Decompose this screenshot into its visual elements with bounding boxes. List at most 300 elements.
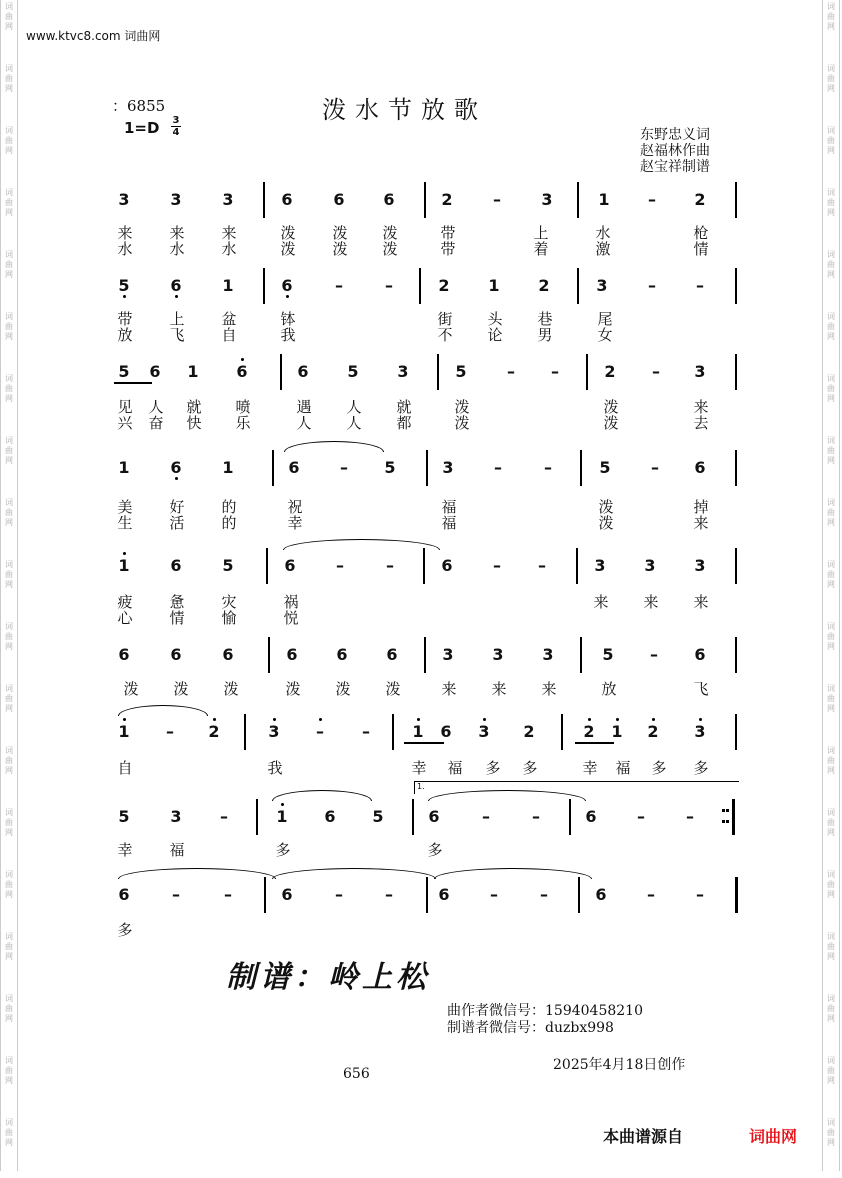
brand-link[interactable]: 词曲网 bbox=[749, 1127, 798, 1146]
note: 6 bbox=[386, 645, 398, 664]
note: 6 bbox=[694, 645, 706, 664]
note: 3 bbox=[541, 190, 553, 209]
note: – bbox=[507, 362, 515, 381]
bar-line bbox=[392, 714, 394, 750]
watermark-mark: 词 曲 网 bbox=[5, 684, 13, 713]
site-url[interactable]: www.ktvc8.com 词曲网 bbox=[26, 29, 161, 43]
lyric-verse-1: 自 bbox=[117, 759, 133, 777]
note: 3 bbox=[222, 190, 234, 209]
note: 6 bbox=[222, 645, 234, 664]
credits bbox=[640, 127, 710, 175]
note: 6 bbox=[324, 807, 336, 826]
note: – bbox=[493, 190, 501, 209]
lyric-verse-2: 来 bbox=[693, 514, 709, 532]
note: 1 bbox=[598, 190, 610, 209]
note: – bbox=[340, 458, 348, 477]
reference-number: ：6855 bbox=[112, 97, 166, 115]
note: 2 bbox=[604, 362, 616, 381]
note: 3 bbox=[694, 556, 706, 575]
watermark-mark: 词 曲 网 bbox=[5, 932, 13, 961]
bar-line bbox=[437, 354, 439, 390]
bar-line bbox=[256, 799, 258, 835]
note: 1 bbox=[114, 722, 134, 741]
note: 6 bbox=[694, 458, 706, 477]
lyric-verse-1: 福 bbox=[441, 498, 457, 516]
note: 3 bbox=[694, 362, 706, 381]
transcriber-wechat: 制谱者微信号：duzbx998 bbox=[447, 1020, 614, 1036]
note: 5 bbox=[114, 276, 134, 295]
note: 1 bbox=[114, 556, 134, 575]
note: 6 bbox=[170, 645, 182, 664]
bar-line bbox=[272, 450, 274, 486]
lyric-verse-2: 着 bbox=[533, 240, 549, 258]
note: 3 bbox=[118, 190, 130, 209]
note: 3 bbox=[264, 722, 284, 741]
watermark-mark: 词 曲 网 bbox=[827, 1056, 835, 1085]
bar-line bbox=[426, 877, 428, 913]
watermark-mark: 词 曲 网 bbox=[5, 188, 13, 217]
note: 6 bbox=[297, 362, 309, 381]
lyric-verse-1: 幸 bbox=[411, 759, 427, 777]
watermark-mark: 词 曲 网 bbox=[827, 436, 835, 465]
lyric-verse-2: 泼 bbox=[603, 414, 619, 432]
watermark-mark: 词 曲 网 bbox=[5, 126, 13, 155]
watermark-mark: 词 曲 网 bbox=[827, 870, 835, 899]
watermark-mark: 词 曲 网 bbox=[827, 312, 835, 341]
lyric-verse-1: 飞 bbox=[693, 680, 709, 698]
lyric-verse-1: 遇 bbox=[296, 398, 312, 416]
note: – bbox=[385, 276, 393, 295]
lyric-verse-1: 就 bbox=[396, 398, 412, 416]
slur bbox=[284, 441, 384, 452]
lyric-verse-2: 泼 bbox=[454, 414, 470, 432]
lyric-verse-2: 情 bbox=[169, 609, 185, 627]
note: 5 bbox=[118, 807, 130, 826]
note: 6 bbox=[440, 722, 452, 741]
watermark-mark: 词 曲 网 bbox=[5, 312, 13, 341]
lyric-verse-2: 泼 bbox=[598, 514, 614, 532]
bar-line bbox=[412, 799, 414, 835]
note: – bbox=[540, 885, 548, 904]
lyric-verse-1: 人 bbox=[148, 398, 164, 416]
watermark-mark: 词 曲 网 bbox=[5, 746, 13, 775]
note: – bbox=[386, 556, 394, 575]
lyric-verse-1: 多 bbox=[485, 759, 501, 777]
lyric-verse-1: 疲 bbox=[117, 593, 133, 611]
note: 6 bbox=[441, 556, 453, 575]
note: 6 bbox=[118, 645, 130, 664]
note: 2 bbox=[523, 722, 535, 741]
lyric-verse-1: 多 bbox=[427, 841, 443, 859]
bar-line bbox=[424, 182, 426, 218]
lyric-verse-1: 带 bbox=[440, 224, 456, 242]
watermark-mark: 词 曲 网 bbox=[5, 1118, 13, 1147]
note: – bbox=[648, 276, 656, 295]
lyric-verse-2: 乐 bbox=[235, 414, 251, 432]
lyric-verse-1: 泼 bbox=[223, 680, 239, 698]
lyric-verse-1: 泼 bbox=[454, 398, 470, 416]
note: 6 bbox=[286, 645, 298, 664]
watermark-mark: 词 曲 网 bbox=[827, 64, 835, 93]
lyric-verse-1: 泼 bbox=[335, 680, 351, 698]
lyric-verse-2: 泼 bbox=[332, 240, 348, 258]
note: – bbox=[637, 807, 645, 826]
note: 3 bbox=[594, 556, 606, 575]
date: 2025年4月18日创作 bbox=[553, 1057, 686, 1073]
lyric-verse-1: 街 bbox=[437, 310, 453, 328]
lyric-verse-1: 来 bbox=[643, 593, 659, 611]
lyric-verse-2: 愉 bbox=[221, 609, 237, 627]
watermark-mark: 词 曲 网 bbox=[5, 436, 13, 465]
bar-line bbox=[263, 268, 265, 304]
note: 6 bbox=[333, 190, 345, 209]
note: 2 bbox=[438, 276, 450, 295]
note: 6 bbox=[281, 885, 293, 904]
note: – bbox=[490, 885, 498, 904]
lyric-verse-2: 我 bbox=[280, 326, 296, 344]
lyric-verse-1: 来 bbox=[491, 680, 507, 698]
bar-line bbox=[423, 548, 425, 584]
bar-line bbox=[580, 450, 582, 486]
note: 1 bbox=[607, 722, 627, 741]
watermark-mark: 词 曲 网 bbox=[5, 808, 13, 837]
lyric-verse-1: 我 bbox=[267, 759, 283, 777]
watermark-mark: 词 曲 网 bbox=[5, 870, 13, 899]
lyric-verse-2: 情 bbox=[693, 240, 709, 258]
lyric-verse-1: 就 bbox=[186, 398, 202, 416]
note: – bbox=[385, 885, 393, 904]
lyric-verse-1: 巷 bbox=[537, 310, 553, 328]
note: 6 bbox=[585, 807, 597, 826]
note: 6 bbox=[166, 458, 186, 477]
lyric-verse-1: 来 bbox=[117, 224, 133, 242]
lyric-verse-1: 多 bbox=[117, 921, 133, 939]
bar-line bbox=[735, 548, 737, 584]
bar-line bbox=[732, 799, 735, 835]
page-number: 656 bbox=[343, 1066, 370, 1082]
time-top: 3 bbox=[172, 115, 180, 126]
lyric-verse-2: 生 bbox=[117, 514, 133, 532]
watermark-mark: 词 曲 网 bbox=[827, 560, 835, 589]
note: – bbox=[651, 458, 659, 477]
contacts bbox=[447, 1003, 643, 1037]
lyric-verse-1: 掉 bbox=[693, 498, 709, 516]
bar-line bbox=[735, 450, 737, 486]
note: – bbox=[172, 885, 180, 904]
lyric-verse-1: 福 bbox=[615, 759, 631, 777]
beam bbox=[404, 742, 444, 744]
bar-line bbox=[577, 182, 579, 218]
watermark-mark: 词 曲 网 bbox=[5, 560, 13, 589]
note: – bbox=[647, 885, 655, 904]
bar-line bbox=[561, 714, 563, 750]
note: 2 bbox=[538, 276, 550, 295]
note: – bbox=[482, 807, 490, 826]
lyric-verse-2: 都 bbox=[396, 414, 412, 432]
lyric-verse-1: 见 bbox=[117, 398, 133, 416]
note: 6 bbox=[118, 885, 130, 904]
lyric-verse-1: 的 bbox=[221, 498, 237, 516]
note: – bbox=[336, 556, 344, 575]
lyric-verse-1: 幸 bbox=[582, 759, 598, 777]
note: – bbox=[494, 458, 502, 477]
lyric-verse-1: 钵 bbox=[280, 310, 296, 328]
note: 1 bbox=[118, 458, 130, 477]
bar-line bbox=[735, 268, 737, 304]
watermark-mark: 词 曲 网 bbox=[827, 374, 835, 403]
lyric-verse-2: 带 bbox=[440, 240, 456, 258]
lyric-verse-2: 激 bbox=[595, 240, 611, 258]
bar-line bbox=[586, 354, 588, 390]
watermark-mark: 词 曲 网 bbox=[5, 374, 13, 403]
lyric-verse-1: 来 bbox=[221, 224, 237, 242]
lyric-verse-1: 泼 bbox=[603, 398, 619, 416]
lyric-verse-2: 水 bbox=[117, 240, 133, 258]
slur bbox=[434, 868, 592, 879]
lyric-verse-1: 灾 bbox=[221, 593, 237, 611]
note: 3 bbox=[442, 645, 454, 664]
note: 1 bbox=[408, 722, 428, 741]
bar-line bbox=[578, 877, 580, 913]
transcriber: 赵宝祥制谱 bbox=[640, 159, 710, 175]
bar-line bbox=[576, 548, 578, 584]
note: 6 bbox=[170, 556, 182, 575]
lyric-verse-1: 头 bbox=[487, 310, 503, 328]
bar-line bbox=[263, 182, 265, 218]
note: – bbox=[532, 807, 540, 826]
note: – bbox=[362, 722, 370, 741]
lyric-verse-1: 多 bbox=[693, 759, 709, 777]
lyric-verse-2: 人 bbox=[296, 414, 312, 432]
note: 5 bbox=[372, 807, 384, 826]
lyric-verse-1: 泼 bbox=[285, 680, 301, 698]
lyric-verse-2: 自 bbox=[221, 326, 237, 344]
lyric-verse-1: 多 bbox=[522, 759, 538, 777]
lyric-verse-2: 去 bbox=[693, 414, 709, 432]
note: – bbox=[648, 190, 656, 209]
lyric-verse-1: 水 bbox=[595, 224, 611, 242]
lyric-verse-1: 尾 bbox=[597, 310, 613, 328]
lyric-verse-1: 上 bbox=[533, 224, 549, 242]
note: 1 bbox=[187, 362, 199, 381]
lyric-verse-1: 上 bbox=[169, 310, 185, 328]
note: 5 bbox=[455, 362, 467, 381]
note: 5 bbox=[118, 362, 130, 381]
bar-line bbox=[244, 714, 246, 750]
note: 3 bbox=[170, 807, 182, 826]
note: 3 bbox=[596, 276, 608, 295]
lyric-verse-2: 论 bbox=[487, 326, 503, 344]
note: – bbox=[220, 807, 228, 826]
note: 6 bbox=[428, 807, 440, 826]
bar-line bbox=[735, 714, 737, 750]
lyric-verse-1: 带 bbox=[117, 310, 133, 328]
watermark-mark: 词 曲 网 bbox=[827, 188, 835, 217]
bar-line bbox=[569, 799, 571, 835]
lyric-verse-1: 来 bbox=[169, 224, 185, 242]
left-watermark-strip bbox=[0, 0, 18, 1171]
lyric-verse-2: 活 bbox=[169, 514, 185, 532]
lyric-verse-1: 来 bbox=[693, 398, 709, 416]
volta-label: 1. bbox=[414, 781, 739, 794]
note: 2 bbox=[204, 722, 224, 741]
note: 6 bbox=[383, 190, 395, 209]
right-watermark-strip bbox=[822, 0, 840, 1171]
note: 5 bbox=[599, 458, 611, 477]
bar-line bbox=[424, 637, 426, 673]
note: 3 bbox=[542, 645, 554, 664]
lyric-verse-2: 水 bbox=[221, 240, 237, 258]
note: 1 bbox=[488, 276, 500, 295]
note: 3 bbox=[474, 722, 494, 741]
note: 6 bbox=[232, 362, 252, 381]
watermark-mark: 词 曲 网 bbox=[827, 250, 835, 279]
lyric-verse-2: 泼 bbox=[382, 240, 398, 258]
note: – bbox=[551, 362, 559, 381]
watermark-mark: 词 曲 网 bbox=[5, 250, 13, 279]
note: 5 bbox=[602, 645, 614, 664]
note: 6 bbox=[166, 276, 186, 295]
bar-line bbox=[426, 450, 428, 486]
watermark-mark: 词 曲 网 bbox=[827, 622, 835, 651]
lyric-verse-2: 福 bbox=[441, 514, 457, 532]
watermark-mark: 词 曲 网 bbox=[5, 498, 13, 527]
lyric-verse-2: 心 bbox=[117, 609, 133, 627]
note: 3 bbox=[690, 722, 710, 741]
source-label: 本曲谱源自 bbox=[603, 1127, 684, 1146]
beam bbox=[575, 742, 614, 744]
repeat-sign bbox=[722, 809, 726, 823]
lyric-verse-1: 幸 bbox=[117, 841, 133, 859]
bar-line bbox=[264, 877, 266, 913]
lyric-verse-2: 悦 bbox=[283, 609, 299, 627]
note: 5 bbox=[347, 362, 359, 381]
lyric-verse-2: 奋 bbox=[148, 414, 164, 432]
lyric-verse-1: 泼 bbox=[173, 680, 189, 698]
lyric-verse-1: 泼 bbox=[382, 224, 398, 242]
lyric-verse-1: 泼 bbox=[280, 224, 296, 242]
note: 3 bbox=[397, 362, 409, 381]
time-bottom: 4 bbox=[172, 127, 180, 138]
note: – bbox=[650, 645, 658, 664]
lyric-verse-2: 不 bbox=[437, 326, 453, 344]
bar-line bbox=[735, 182, 737, 218]
lyric-verse-1: 多 bbox=[651, 759, 667, 777]
lyric-verse-1: 泼 bbox=[332, 224, 348, 242]
lyric-verse-1: 喷 bbox=[235, 398, 251, 416]
lyricist: 东野忠义词 bbox=[640, 127, 710, 143]
note: – bbox=[538, 556, 546, 575]
lyric-verse-1: 祝 bbox=[287, 498, 303, 516]
lyric-verse-1: 放 bbox=[601, 680, 617, 698]
watermark-mark: 词 曲 网 bbox=[5, 622, 13, 651]
watermark-mark: 词 曲 网 bbox=[5, 2, 13, 31]
note: 6 bbox=[149, 362, 161, 381]
note: 6 bbox=[277, 276, 297, 295]
time-signature bbox=[171, 115, 181, 138]
note: 2 bbox=[579, 722, 599, 741]
composer-wechat: 曲作者微信号：15940458210 bbox=[447, 1003, 643, 1019]
note: – bbox=[686, 807, 694, 826]
key-signature: 1=D bbox=[124, 119, 160, 137]
lyric-verse-2: 人 bbox=[346, 414, 362, 432]
lyric-verse-2: 放 bbox=[117, 326, 133, 344]
slur bbox=[118, 868, 276, 879]
lyric-verse-2: 快 bbox=[186, 414, 202, 432]
lyric-verse-1: 人 bbox=[346, 398, 362, 416]
note: – bbox=[335, 885, 343, 904]
lyric-verse-2: 飞 bbox=[169, 326, 185, 344]
note: – bbox=[335, 276, 343, 295]
note: 6 bbox=[281, 190, 293, 209]
watermark-mark: 词 曲 网 bbox=[827, 2, 835, 31]
watermark-mark: 词 曲 网 bbox=[5, 1056, 13, 1085]
lyric-verse-2: 的 bbox=[221, 514, 237, 532]
lyric-verse-1: 福 bbox=[169, 841, 185, 859]
lyric-verse-2: 兴 bbox=[117, 414, 133, 432]
note: – bbox=[224, 885, 232, 904]
watermark-mark: 词 曲 网 bbox=[827, 1118, 835, 1147]
note: 2 bbox=[643, 722, 663, 741]
note: 3 bbox=[644, 556, 656, 575]
lyric-verse-2: 男 bbox=[537, 326, 553, 344]
bar-line bbox=[735, 354, 737, 390]
note: – bbox=[696, 276, 704, 295]
note: – bbox=[166, 722, 174, 741]
note: 1 bbox=[222, 276, 234, 295]
note: 3 bbox=[442, 458, 454, 477]
lyric-verse-1: 泼 bbox=[598, 498, 614, 516]
slur bbox=[272, 868, 436, 879]
bar-line bbox=[735, 637, 737, 673]
note: 5 bbox=[222, 556, 234, 575]
bar-line bbox=[266, 548, 268, 584]
note: 1 bbox=[272, 807, 292, 826]
note: 6 bbox=[336, 645, 348, 664]
note: – bbox=[493, 556, 501, 575]
lyric-verse-1: 多 bbox=[275, 841, 291, 859]
lyric-verse-1: 美 bbox=[117, 498, 133, 516]
note: 6 bbox=[288, 458, 300, 477]
signature: 制谱：岭上松 bbox=[226, 960, 430, 995]
bar-line bbox=[280, 354, 282, 390]
lyric-verse-1: 惫 bbox=[169, 593, 185, 611]
note: 2 bbox=[441, 190, 453, 209]
note: 3 bbox=[170, 190, 182, 209]
note: 3 bbox=[492, 645, 504, 664]
slur bbox=[272, 790, 372, 801]
lyric-verse-2: 幸 bbox=[287, 514, 303, 532]
watermark-mark: 词 曲 网 bbox=[827, 126, 835, 155]
note: – bbox=[652, 362, 660, 381]
watermark-mark: 词 曲 网 bbox=[827, 684, 835, 713]
lyric-verse-1: 泼 bbox=[385, 680, 401, 698]
note: – bbox=[544, 458, 552, 477]
lyric-verse-1: 泼 bbox=[123, 680, 139, 698]
note: 2 bbox=[694, 190, 706, 209]
slur bbox=[283, 539, 440, 550]
note: 6 bbox=[284, 556, 296, 575]
watermark-mark: 词 曲 网 bbox=[827, 808, 835, 837]
note: 1 bbox=[222, 458, 234, 477]
watermark-mark: 词 曲 网 bbox=[5, 64, 13, 93]
lyric-verse-1: 福 bbox=[447, 759, 463, 777]
bar-line bbox=[577, 268, 579, 304]
lyric-verse-1: 好 bbox=[169, 498, 185, 516]
lyric-verse-2: 女 bbox=[597, 326, 613, 344]
composer: 赵福林作曲 bbox=[640, 143, 710, 159]
watermark-mark: 词 曲 网 bbox=[827, 746, 835, 775]
